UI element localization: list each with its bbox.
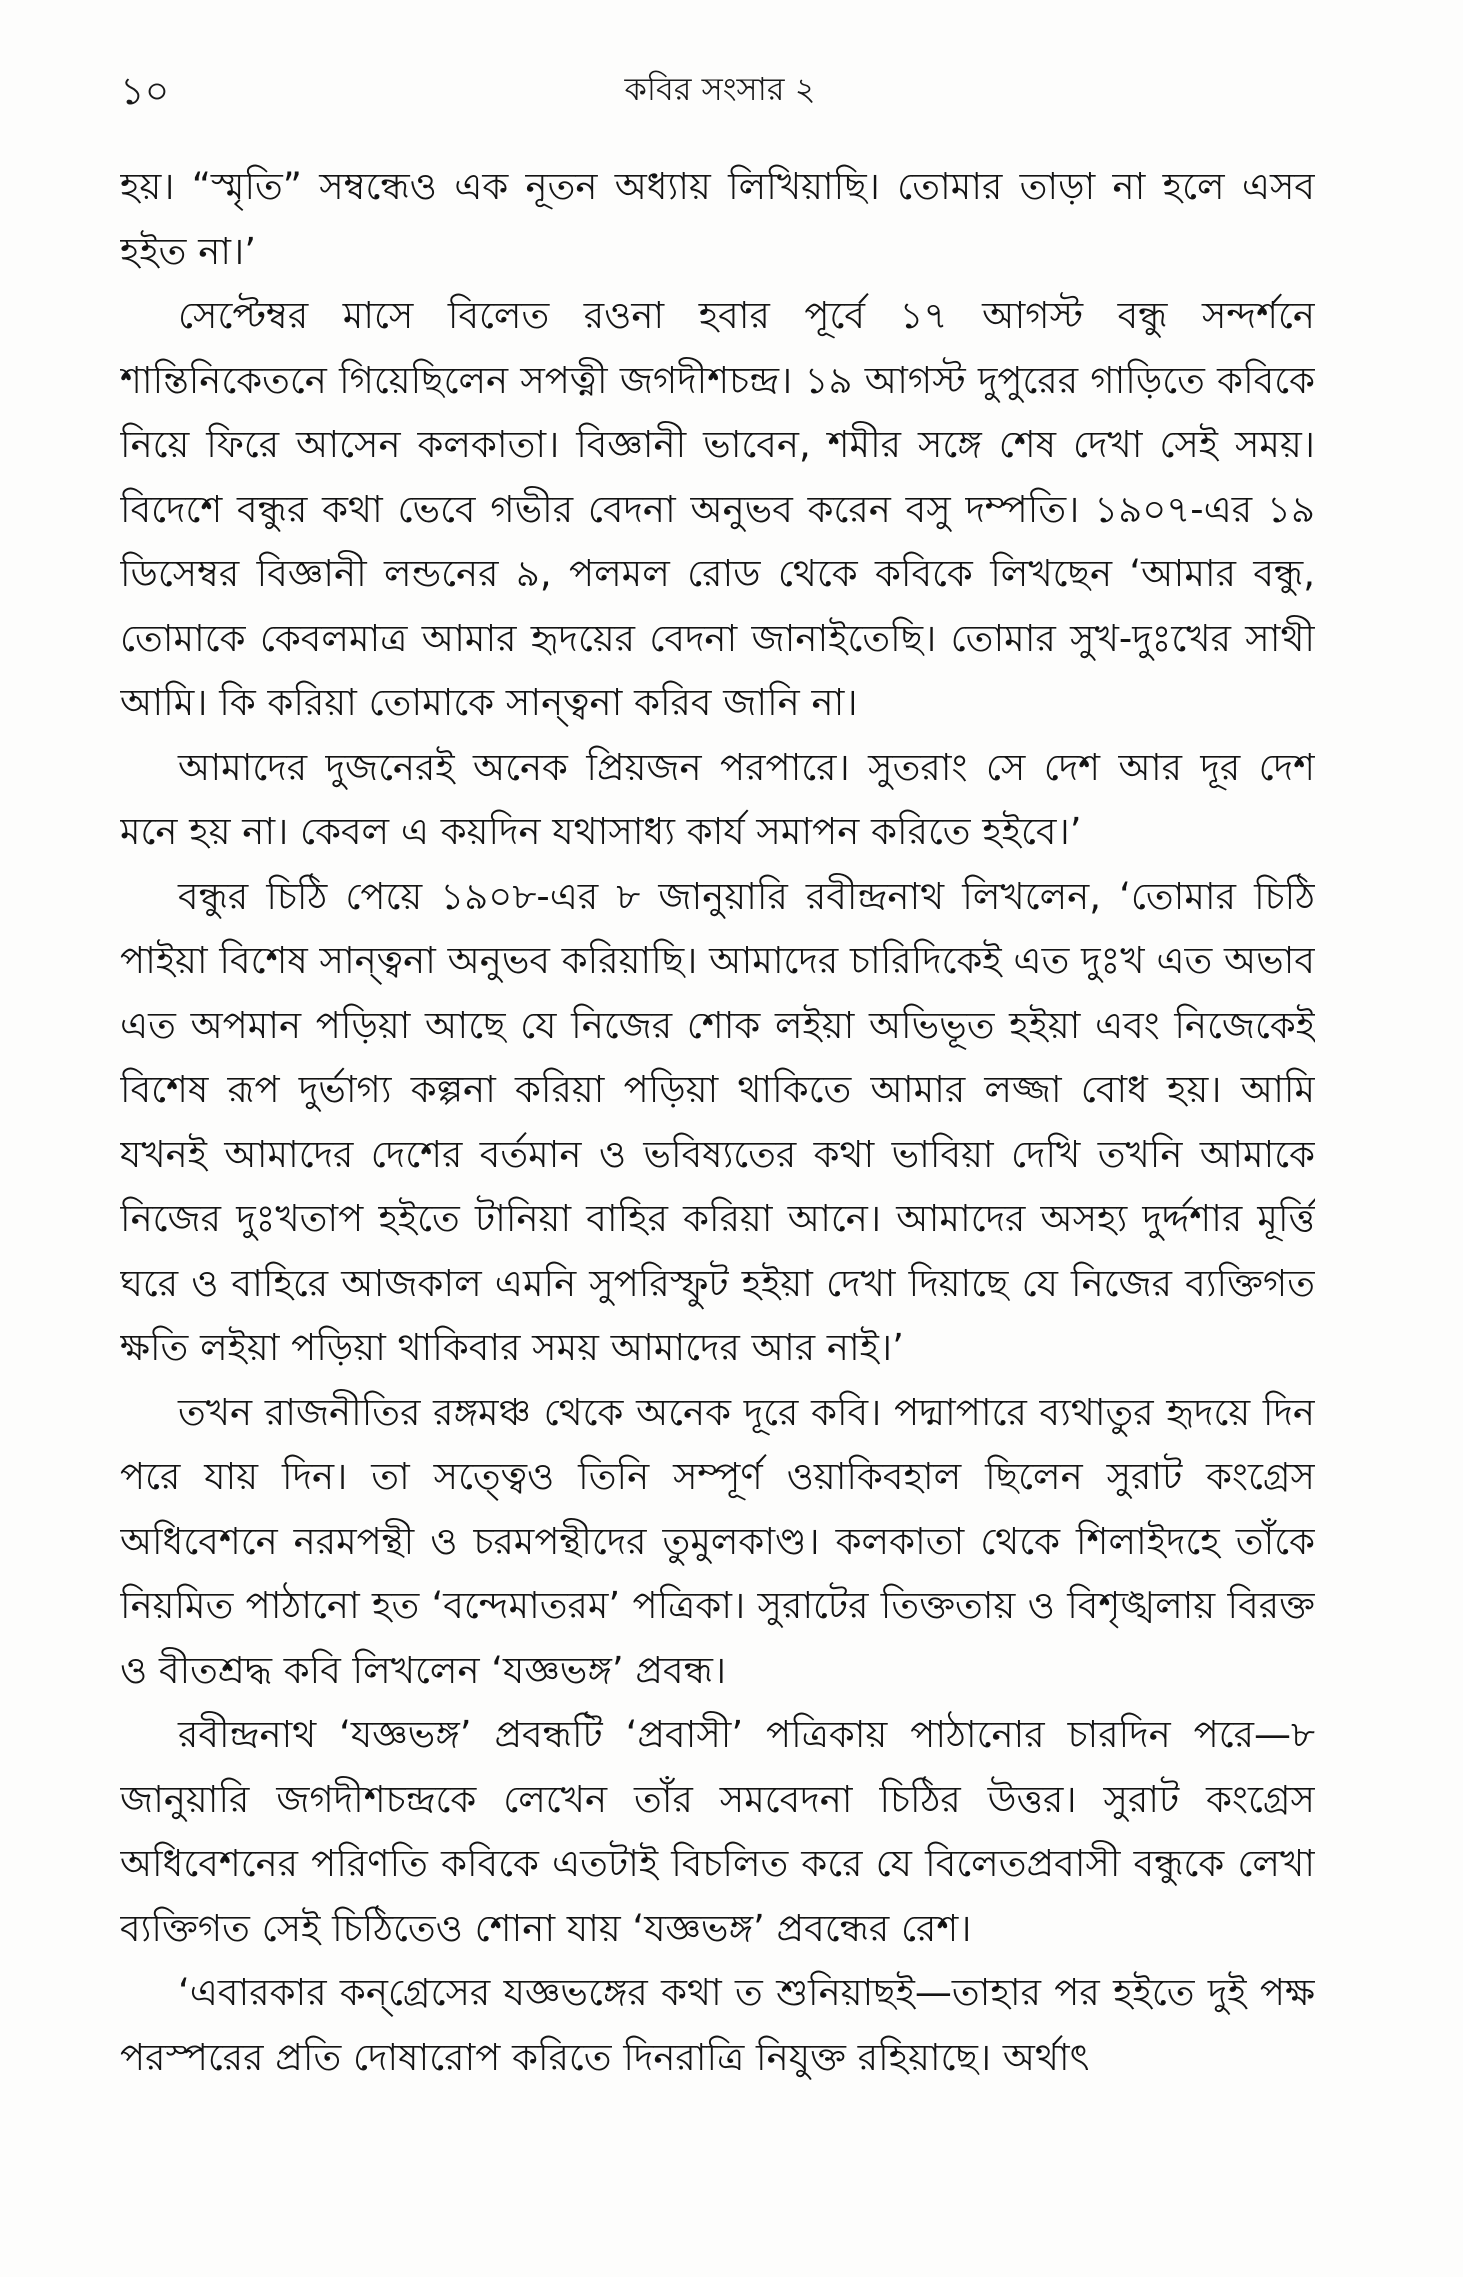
- page-header: [120, 62, 1320, 122]
- paragraph-1: হয়। “স্মৃতি” সম্বন্ধেও এক নূতন অধ্যায় লিখিয়াছি। তোমার তাড়া না হলে এসব হইত না।’: [120, 165, 1315, 273]
- paragraph-7: ‘এবারকার কন্‌গ্রেসের যজ্ঞভঙ্গের কথা ত শুনিয়াছই—তাহার পর হইতে দুই পক্ষ পরস্পরের প্রতি দোষারোপ করিতে দিনরাত্রি নিযুক্ত রহিয়াছে। অর্থাৎ: [120, 1971, 1315, 2079]
- body-text: [120, 155, 1315, 2205]
- paragraph-6: রবীন্দ্রনাথ ‘যজ্ঞভঙ্গ’ প্রবন্ধটি ‘প্রবাসী’ পত্রিকায় পাঠানোর চারদিন পরে—৮ জানুয়ারি জগদীশচন্দ্রকে লেখেন তাঁর সমবেদনা চিঠির উত্তর। সুরাট কংগ্রেস অধিবেশনের পরিণতি কবিকে এতটাই বিচলিত করে যে বিলেতপ্রবাসী বন্ধুকে লেখা ব্যক্তিগত সেই চিঠিতেও শোনা যায় ‘যজ্ঞভঙ্গ’ প্রবন্ধের রেশ।: [120, 1713, 1315, 1950]
- page-number: ১০: [120, 69, 170, 113]
- running-title: কবির সংসার ২: [624, 70, 816, 108]
- paragraph-5: তখন রাজনীতির রঙ্গমঞ্চ থেকে অনেক দূরে কবি। পদ্মাপারে ব্যথাতুর হৃদয়ে দিন পরে যায় দিন। তা সত্ত্বেও তিনি সম্পূর্ণ ওয়াকিবহাল ছিলেন সুরাট কংগ্রেস অধিবেশনে নরমপন্থী ও চরমপন্থীদের তুমুলকাণ্ড। কলকাতা থেকে শিলাইদহে তাঁকে নিয়মিত পাঠানো হত ‘বন্দেমাতরম’ পত্রিকা। সুরাটের তিক্ততায় ও বিশৃঙ্খলায় বিরক্ত ও বীতশ্রদ্ধ কবি লিখলেন ‘যজ্ঞভঙ্গ’ প্রবন্ধ।: [120, 1390, 1315, 1692]
- paragraph-2: সেপ্টেম্বর মাসে বিলেত রওনা হবার পূর্বে ১৭ আগস্ট বন্ধু সন্দর্শনে শান্তিনিকেতনে গিয়েছিলেন সপত্নী জগদীশচন্দ্র। ১৯ আগস্ট দুপুরের গাড়িতে কবিকে নিয়ে ফিরে আসেন কলকাতা। বিজ্ঞানী ভাবেন, শমীর সঙ্গে শেষ দেখা সেই সময়। বিদেশে বন্ধুর কথা ভেবে গভীর বেদনা অনুভব করেন বসু দম্পতি। ১৯০৭-এর ১৯ ডিসেম্বর বিজ্ঞানী লন্ডনের ৯, পলমল রোড থেকে কবিকে লিখছেন ‘আমার বন্ধু, তোমাকে কেবলমাত্র আমার হৃদয়ের বেদনা জানাইতেছি। তোমার সুখ-দুঃখের সাথী আমি। কি করিয়া তোমাকে সান্ত্বনা করিব জানি না।: [120, 294, 1315, 724]
- paragraph-3: আমাদের দুজনেরই অনেক প্রিয়জন পরপারে। সুতরাং সে দেশ আর দূর দেশ মনে হয় না। কেবল এ কয়দিন যথাসাধ্য কার্য সমাপন করিতে হইবে।’: [120, 745, 1315, 853]
- paragraph-4: বন্ধুর চিঠি পেয়ে ১৯০৮-এর ৮ জানুয়ারি রবীন্দ্রনাথ লিখলেন, ‘তোমার চিঠি পাইয়া বিশেষ সান্ত্বনা অনুভব করিয়াছি। আমাদের চারিদিকেই এত দুঃখ এত অভাব এত অপমান পড়িয়া আছে যে নিজের শোক লইয়া অভিভূত হইয়া এবং নিজেকেই বিশেষ রূপ দুর্ভাগ্য কল্পনা করিয়া পড়িয়া থাকিতে আমার লজ্জা বোধ হয়। আমি যখনই আমাদের দেশের বর্তমান ও ভবিষ্যতের কথা ভাবিয়া দেখি তখনি আমাকে নিজের দুঃখতাপ হইতে টানিয়া বাহির করিয়া আনে। আমাদের অসহ্য দুর্দ্দশার মূর্ত্তি ঘরে ও বাহিরে আজকাল এমনি সুপরিস্ফুট হইয়া দেখা দিয়াছে যে নিজের ব্যক্তিগত ক্ষতি লইয়া পড়িয়া থাকিবার সময় আমাদের আর নাই।’: [120, 874, 1315, 1369]
